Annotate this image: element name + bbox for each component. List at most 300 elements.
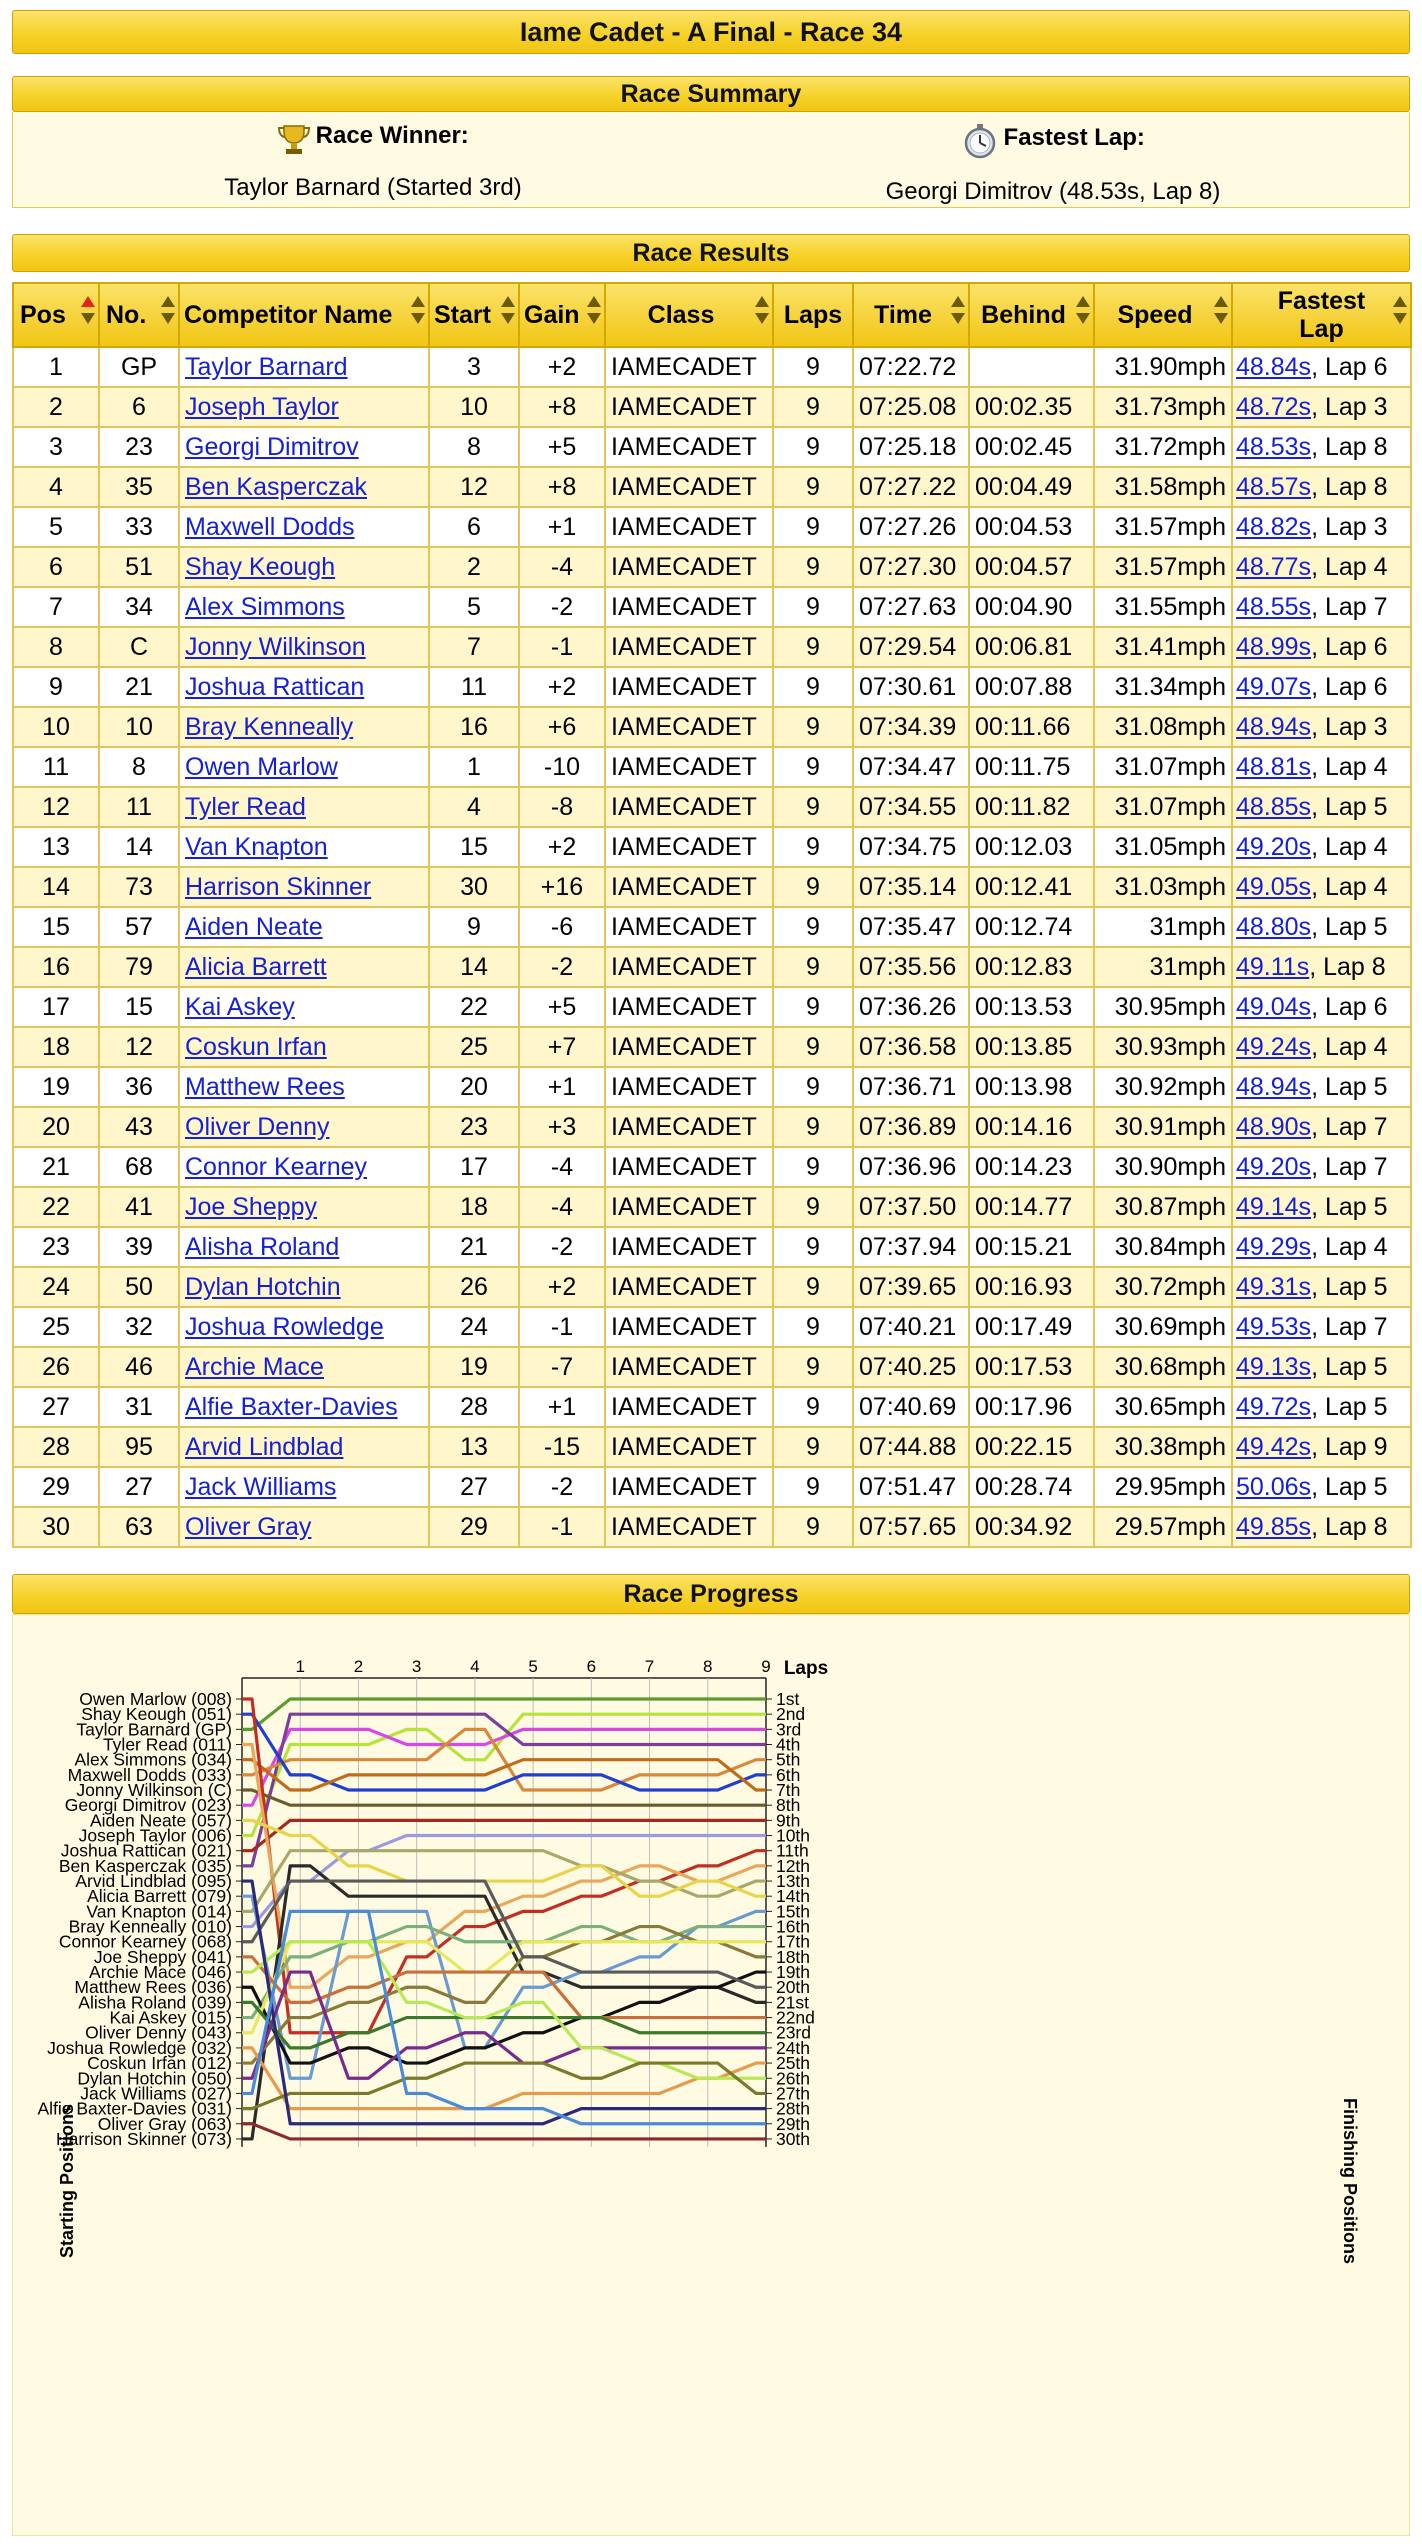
cell-start: 26 <box>429 1267 519 1307</box>
cell-speed: 29.95mph <box>1094 1467 1232 1507</box>
fastest-lap-link[interactable]: 50.06s <box>1236 1472 1312 1501</box>
competitor-link[interactable]: Tyler Read <box>185 792 306 821</box>
fastest-lap-number: , Lap 4 <box>1311 752 1388 781</box>
cell-time: 07:30.61 <box>853 667 969 707</box>
competitor-link[interactable]: Georgi Dimitrov <box>185 432 359 461</box>
cell-name <box>179 827 429 867</box>
table-row <box>13 587 1411 627</box>
competitor-link[interactable]: Alicia Barrett <box>185 952 327 981</box>
race-winner-label: Race Winner: <box>315 122 469 150</box>
cell-speed: 31.57mph <box>1094 507 1232 547</box>
cell-behind: 00:06.81 <box>969 627 1094 667</box>
cell-time: 07:36.58 <box>853 1027 969 1067</box>
fastest-lap-number: , Lap 5 <box>1311 1072 1388 1101</box>
sort-arrows-icon <box>1214 296 1228 336</box>
fastest-lap-number: , Lap 4 <box>1311 552 1388 581</box>
fastest-lap-link[interactable]: 48.99s <box>1236 632 1312 661</box>
left-axis-title: Starting Positions <box>57 2103 77 2259</box>
cell-start: 22 <box>429 987 519 1027</box>
starting-position-label: Van Knapton (014) <box>86 1901 232 1922</box>
fastest-lap-link[interactable]: 48.85s <box>1236 792 1312 821</box>
cell-name <box>179 947 429 987</box>
cell-fl <box>1232 547 1411 587</box>
fastest-lap-link[interactable]: 48.77s <box>1236 552 1312 581</box>
cell-name <box>179 1267 429 1307</box>
fastest-lap-link[interactable]: 49.07s <box>1236 672 1312 701</box>
cell-gain: -15 <box>519 1427 605 1467</box>
cell-cls: IAMECADET <box>605 1507 773 1547</box>
fastest-lap-link[interactable]: 48.80s <box>1236 912 1312 941</box>
cell-laps: 9 <box>773 427 853 467</box>
cell-name <box>179 707 429 747</box>
cell-pos: 3 <box>13 427 99 467</box>
cell-behind: 00:22.15 <box>969 1427 1094 1467</box>
fastest-lap-number: , Lap 5 <box>1311 1192 1388 1221</box>
cell-time: 07:36.89 <box>853 1107 969 1147</box>
competitor-link[interactable]: Coskun Irfan <box>185 1032 327 1061</box>
competitor-link[interactable]: Alex Simmons <box>185 592 345 621</box>
competitor-link[interactable]: Alisha Roland <box>185 1232 340 1261</box>
competitor-link[interactable]: Owen Marlow <box>185 752 338 781</box>
starting-position-label: Archie Mace (046) <box>89 1962 232 1983</box>
competitor-link[interactable]: Jonny Wilkinson <box>185 632 366 661</box>
cell-behind: 00:04.90 <box>969 587 1094 627</box>
table-row <box>13 387 1411 427</box>
fastest-lap-link[interactable]: 48.57s <box>1236 472 1312 501</box>
sort-arrows-icon <box>81 296 95 336</box>
competitor-link[interactable]: Kai Askey <box>185 992 295 1021</box>
cell-start: 24 <box>429 1307 519 1347</box>
cell-cls: IAMECADET <box>605 387 773 427</box>
cell-fl <box>1232 507 1411 547</box>
fastest-lap-link[interactable]: 48.72s <box>1236 392 1312 421</box>
fastest-lap-link[interactable]: 48.94s <box>1236 712 1312 741</box>
cell-start: 20 <box>429 1067 519 1107</box>
cell-no: 79 <box>99 947 179 987</box>
competitor-link[interactable]: Archie Mace <box>185 1352 324 1381</box>
col-header-pos[interactable]: Pos <box>13 283 99 347</box>
cell-time: 07:34.55 <box>853 787 969 827</box>
table-row <box>13 947 1411 987</box>
cell-laps: 9 <box>773 667 853 707</box>
cell-start: 23 <box>429 1107 519 1147</box>
cell-no: 14 <box>99 827 179 867</box>
competitor-link[interactable]: Van Knapton <box>185 832 328 861</box>
fastest-lap-link[interactable]: 49.29s <box>1236 1232 1312 1261</box>
competitor-link[interactable]: Taylor Barnard <box>185 352 348 381</box>
starting-position-label: Taylor Barnard (GP) <box>76 1719 232 1740</box>
col-header-behind[interactable]: Behind <box>969 283 1094 347</box>
cell-laps: 9 <box>773 1067 853 1107</box>
col-header-competitor-name[interactable]: Competitor Name <box>179 283 429 347</box>
cell-pos: 20 <box>13 1107 99 1147</box>
cell-gain: -7 <box>519 1347 605 1387</box>
cell-pos: 29 <box>13 1467 99 1507</box>
starting-position-label: Jack Williams (027) <box>80 2083 232 2104</box>
starting-position-label: Bray Kenneally (010) <box>68 1916 232 1937</box>
cell-speed: 31.08mph <box>1094 707 1232 747</box>
col-header-fastest-lap[interactable]: Fastest Lap <box>1232 283 1411 347</box>
col-header-start[interactable]: Start <box>429 283 519 347</box>
cell-gain: +8 <box>519 387 605 427</box>
finishing-position-label: 15th <box>775 1901 811 1922</box>
cell-speed: 31mph <box>1094 907 1232 947</box>
cell-gain: -1 <box>519 1507 605 1547</box>
table-row <box>13 1187 1411 1227</box>
finishing-position-label: 26th <box>775 2068 811 2089</box>
cell-cls: IAMECADET <box>605 627 773 667</box>
table-row <box>13 627 1411 667</box>
fastest-lap-link[interactable]: 49.05s <box>1236 872 1312 901</box>
cell-laps: 9 <box>773 627 853 667</box>
competitor-link[interactable]: Ben Kasperczak <box>185 472 368 501</box>
table-row <box>13 987 1411 1027</box>
fastest-lap-link[interactable]: 49.72s <box>1236 1392 1312 1421</box>
cell-behind: 00:11.82 <box>969 787 1094 827</box>
cell-behind: 00:17.96 <box>969 1387 1094 1427</box>
starting-position-label: Maxwell Dodds (033) <box>67 1764 232 1785</box>
competitor-link[interactable]: Joseph Taylor <box>185 392 339 421</box>
cell-start: 8 <box>429 427 519 467</box>
cell-cls: IAMECADET <box>605 1107 773 1147</box>
cell-behind: 00:02.35 <box>969 387 1094 427</box>
cell-gain: +7 <box>519 1027 605 1067</box>
cell-no: 68 <box>99 1147 179 1187</box>
cell-cls: IAMECADET <box>605 427 773 467</box>
cell-behind: 00:17.49 <box>969 1307 1094 1347</box>
starting-position-label: Matthew Rees (036) <box>74 1977 232 1998</box>
cell-time: 07:51.47 <box>853 1467 969 1507</box>
cell-no: 57 <box>99 907 179 947</box>
starting-position-label: Joshua Rattican (021) <box>60 1840 232 1861</box>
fastest-lap-number: , Lap 5 <box>1311 1272 1388 1301</box>
cell-gain: +5 <box>519 427 605 467</box>
cell-laps: 9 <box>773 587 853 627</box>
cell-name <box>179 1387 429 1427</box>
fastest-lap-link[interactable]: 48.81s <box>1236 752 1312 781</box>
cell-gain: -6 <box>519 907 605 947</box>
table-row <box>13 1507 1411 1547</box>
cell-speed: 31.41mph <box>1094 627 1232 667</box>
cell-pos: 27 <box>13 1387 99 1427</box>
cell-speed: 31.34mph <box>1094 667 1232 707</box>
sort-arrows-icon <box>951 296 965 336</box>
cell-no: 50 <box>99 1267 179 1307</box>
competitor-link[interactable]: Jack Williams <box>185 1472 337 1501</box>
table-row <box>13 347 1411 387</box>
sort-arrows-icon <box>587 296 601 336</box>
results-header-row <box>13 283 1411 347</box>
col-header-no[interactable]: No. <box>99 283 179 347</box>
cell-no: 12 <box>99 1027 179 1067</box>
cell-pos: 18 <box>13 1027 99 1067</box>
cell-speed: 30.91mph <box>1094 1107 1232 1147</box>
cell-pos: 26 <box>13 1347 99 1387</box>
finishing-position-label: 30th <box>775 2128 811 2149</box>
cell-start: 17 <box>429 1147 519 1187</box>
cell-speed: 31.90mph <box>1094 347 1232 387</box>
cell-cls: IAMECADET <box>605 1227 773 1267</box>
starting-position-label: Joseph Taylor (006) <box>78 1825 232 1846</box>
finishing-position-label: 6th <box>775 1764 801 1785</box>
fastest-lap-link[interactable]: 49.85s <box>1236 1512 1312 1541</box>
col-header-speed[interactable]: Speed <box>1094 283 1232 347</box>
cell-cls: IAMECADET <box>605 347 773 387</box>
cell-no: 8 <box>99 747 179 787</box>
cell-name <box>179 747 429 787</box>
cell-cls: IAMECADET <box>605 907 773 947</box>
cell-speed: 31.05mph <box>1094 827 1232 867</box>
competitor-link[interactable]: Bray Kenneally <box>185 712 354 741</box>
fastest-lap-number: , Lap 6 <box>1311 632 1388 661</box>
fastest-lap-link[interactable]: 48.82s <box>1236 512 1312 541</box>
cell-fl <box>1232 1387 1411 1427</box>
cell-fl <box>1232 1107 1411 1147</box>
cell-speed: 29.57mph <box>1094 1507 1232 1547</box>
starting-position-label: Connor Kearney (068) <box>58 1931 232 1952</box>
table-row <box>13 1227 1411 1267</box>
competitor-link[interactable]: Alfie Baxter-Davies <box>185 1392 398 1421</box>
cell-behind: 00:04.53 <box>969 507 1094 547</box>
race-summary-header: Race Summary <box>12 76 1410 112</box>
col-header-gain[interactable]: Gain <box>519 283 605 347</box>
fastest-lap-number: , Lap 8 <box>1311 432 1388 461</box>
starting-position-label: Alicia Barrett (079) <box>87 1886 232 1907</box>
cell-name <box>179 1307 429 1347</box>
fastest-lap-number: , Lap 8 <box>1311 1512 1388 1541</box>
cell-gain: -2 <box>519 1467 605 1507</box>
cell-laps: 9 <box>773 1307 853 1347</box>
starting-position-label: Aiden Neate (057) <box>89 1810 232 1831</box>
cell-start: 5 <box>429 587 519 627</box>
cell-fl <box>1232 867 1411 907</box>
cell-time: 07:34.75 <box>853 827 969 867</box>
cell-start: 1 <box>429 747 519 787</box>
cell-start: 15 <box>429 827 519 867</box>
cell-time: 07:25.08 <box>853 387 969 427</box>
cell-gain: -4 <box>519 547 605 587</box>
table-row <box>13 1467 1411 1507</box>
lap-tick-label: 9 <box>761 1657 771 1676</box>
competitor-link[interactable]: Arvid Lindblad <box>185 1432 344 1461</box>
cell-gain: +3 <box>519 1107 605 1147</box>
finishing-position-label: 16th <box>775 1916 811 1937</box>
race-winner-value: Taylor Barnard (Started 3rd) <box>224 174 522 201</box>
starting-position-label: Alex Simmons (034) <box>74 1749 232 1770</box>
fastest-lap-value: Georgi Dimitrov (48.53s, Lap 8) <box>885 178 1221 205</box>
cell-speed: 31mph <box>1094 947 1232 987</box>
cell-fl <box>1232 1347 1411 1387</box>
cell-start: 4 <box>429 787 519 827</box>
cell-time: 07:35.56 <box>853 947 969 987</box>
fastest-lap-link[interactable]: 49.20s <box>1236 832 1312 861</box>
competitor-link[interactable]: Joshua Rattican <box>185 672 365 701</box>
cell-speed: 31.73mph <box>1094 387 1232 427</box>
competitor-link[interactable]: Dylan Hotchin <box>185 1272 341 1301</box>
fastest-lap-link[interactable]: 49.42s <box>1236 1432 1312 1461</box>
fastest-lap-link[interactable]: 49.24s <box>1236 1032 1312 1061</box>
sort-arrows-icon <box>161 296 175 336</box>
fastest-lap <box>863 122 1243 206</box>
table-row <box>13 1427 1411 1467</box>
cell-no: 35 <box>99 467 179 507</box>
cell-time: 07:39.65 <box>853 1267 969 1307</box>
fastest-lap-link[interactable]: 48.55s <box>1236 592 1312 621</box>
cell-gain: +2 <box>519 827 605 867</box>
competitor-link[interactable]: Joshua Rowledge <box>185 1312 384 1341</box>
competitor-link[interactable]: Connor Kearney <box>185 1152 368 1181</box>
cell-pos: 4 <box>13 467 99 507</box>
fastest-lap-number: , Lap 9 <box>1311 1432 1388 1461</box>
sort-arrows-icon <box>755 296 769 336</box>
fastest-lap-link[interactable]: 48.90s <box>1236 1112 1312 1141</box>
cell-name <box>179 1027 429 1067</box>
cell-name <box>179 467 429 507</box>
cell-start: 12 <box>429 467 519 507</box>
cell-name <box>179 1467 429 1507</box>
cell-behind: 00:15.21 <box>969 1227 1094 1267</box>
cell-behind: 00:04.49 <box>969 467 1094 507</box>
cell-name <box>179 347 429 387</box>
cell-cls: IAMECADET <box>605 1187 773 1227</box>
sort-arrows-icon <box>1076 296 1090 336</box>
finishing-position-label: 10th <box>775 1825 811 1846</box>
lap-tick-label: 1 <box>295 1657 305 1676</box>
cell-gain: +1 <box>519 1387 605 1427</box>
cell-pos: 7 <box>13 587 99 627</box>
competitor-link[interactable]: Oliver Gray <box>185 1512 312 1541</box>
cell-name <box>179 1507 429 1547</box>
starting-position-label: Alisha Roland (039) <box>78 1992 232 2013</box>
cell-cls: IAMECADET <box>605 1467 773 1507</box>
col-header-time[interactable]: Time <box>853 283 969 347</box>
competitor-link[interactable]: Shay Keough <box>185 552 336 581</box>
table-row <box>13 787 1411 827</box>
cell-behind <box>969 347 1094 387</box>
competitor-link[interactable]: Oliver Denny <box>185 1112 330 1141</box>
fastest-lap-link[interactable]: 49.11s <box>1236 952 1310 981</box>
cell-time: 07:27.30 <box>853 547 969 587</box>
fastest-lap-number: , Lap 8 <box>1311 472 1388 501</box>
cell-behind: 00:13.98 <box>969 1067 1094 1107</box>
cell-laps: 9 <box>773 1387 853 1427</box>
cell-no: 23 <box>99 427 179 467</box>
cell-cls: IAMECADET <box>605 787 773 827</box>
competitor-link[interactable]: Joe Sheppy <box>185 1192 318 1221</box>
cell-laps: 9 <box>773 1507 853 1547</box>
cell-pos: 16 <box>13 947 99 987</box>
fastest-lap-link[interactable]: 49.20s <box>1236 1152 1312 1181</box>
fastest-lap-link[interactable]: 49.04s <box>1236 992 1312 1021</box>
starting-position-label: Georgi Dimitrov (023) <box>64 1795 232 1816</box>
competitor-link[interactable]: Maxwell Dodds <box>185 512 355 541</box>
cell-time: 07:40.21 <box>853 1307 969 1347</box>
col-header-class[interactable]: Class <box>605 283 773 347</box>
cell-laps: 9 <box>773 827 853 867</box>
cell-name <box>179 1107 429 1147</box>
fastest-lap-link[interactable]: 48.53s <box>1236 432 1312 461</box>
race-winner <box>193 122 553 202</box>
table-row <box>13 1267 1411 1307</box>
lap-tick-label: 4 <box>470 1657 480 1676</box>
table-row <box>13 1107 1411 1147</box>
cell-behind: 00:13.53 <box>969 987 1094 1027</box>
cell-name <box>179 587 429 627</box>
cell-speed: 30.84mph <box>1094 1227 1232 1267</box>
fastest-lap-link[interactable]: 48.84s <box>1236 352 1312 381</box>
lap-tick-label: 8 <box>703 1657 713 1676</box>
cell-fl <box>1232 387 1411 427</box>
finishing-position-label: 7th <box>775 1780 801 1801</box>
fastest-lap-link[interactable]: 49.14s <box>1236 1192 1312 1221</box>
cell-name <box>179 907 429 947</box>
cell-behind: 00:12.41 <box>969 867 1094 907</box>
fastest-lap-number: , Lap 6 <box>1311 992 1388 1021</box>
cell-behind: 00:17.53 <box>969 1347 1094 1387</box>
cell-pos: 30 <box>13 1507 99 1547</box>
cell-time: 07:36.71 <box>853 1067 969 1107</box>
fastest-lap-link[interactable]: 49.31s <box>1236 1272 1312 1301</box>
cell-speed: 30.93mph <box>1094 1027 1232 1067</box>
cell-laps: 9 <box>773 547 853 587</box>
cell-laps: 9 <box>773 867 853 907</box>
lap-tick-label: 7 <box>644 1657 655 1676</box>
cell-speed: 30.90mph <box>1094 1147 1232 1187</box>
table-row <box>13 1067 1411 1107</box>
cell-laps: 9 <box>773 1227 853 1267</box>
starting-position-label: Dylan Hotchin (050) <box>77 2068 232 2089</box>
cell-pos: 19 <box>13 1067 99 1107</box>
cell-gain: -2 <box>519 947 605 987</box>
cell-time: 07:34.39 <box>853 707 969 747</box>
starting-position-label: Kai Askey (015) <box>109 2007 232 2028</box>
cell-time: 07:22.72 <box>853 347 969 387</box>
cell-fl <box>1232 1187 1411 1227</box>
competitor-link[interactable]: Matthew Rees <box>185 1072 345 1101</box>
lap-tick-label: 3 <box>411 1657 422 1676</box>
cell-name <box>179 1227 429 1267</box>
cell-no: 43 <box>99 1107 179 1147</box>
cell-name <box>179 867 429 907</box>
cell-fl <box>1232 1067 1411 1107</box>
cell-cls: IAMECADET <box>605 507 773 547</box>
cell-no: 31 <box>99 1387 179 1427</box>
lap-tick-label: 5 <box>528 1657 538 1676</box>
cell-speed: 30.69mph <box>1094 1307 1232 1347</box>
fastest-lap-link[interactable]: 48.94s <box>1236 1072 1312 1101</box>
fastest-lap-link[interactable]: 49.53s <box>1236 1312 1312 1341</box>
col-header-laps[interactable]: Laps <box>773 283 853 347</box>
cell-name <box>179 1347 429 1387</box>
results-table <box>12 282 1412 1548</box>
cell-time: 07:36.96 <box>853 1147 969 1187</box>
cell-cls: IAMECADET <box>605 1267 773 1307</box>
cell-no: 39 <box>99 1227 179 1267</box>
fastest-lap-link[interactable]: 49.13s <box>1236 1352 1312 1381</box>
competitor-link[interactable]: Aiden Neate <box>185 912 323 941</box>
cell-laps: 9 <box>773 467 853 507</box>
starting-position-label: Jonny Wilkinson (C) <box>76 1780 232 1801</box>
cell-time: 07:35.14 <box>853 867 969 907</box>
fastest-lap-number: , Lap 6 <box>1311 352 1388 381</box>
cell-speed: 30.65mph <box>1094 1387 1232 1427</box>
fastest-lap-number: , Lap 4 <box>1311 832 1388 861</box>
competitor-link[interactable]: Harrison Skinner <box>185 872 372 901</box>
cell-speed: 31.57mph <box>1094 547 1232 587</box>
cell-gain: -8 <box>519 787 605 827</box>
cell-behind: 00:11.66 <box>969 707 1094 747</box>
cell-name <box>179 627 429 667</box>
